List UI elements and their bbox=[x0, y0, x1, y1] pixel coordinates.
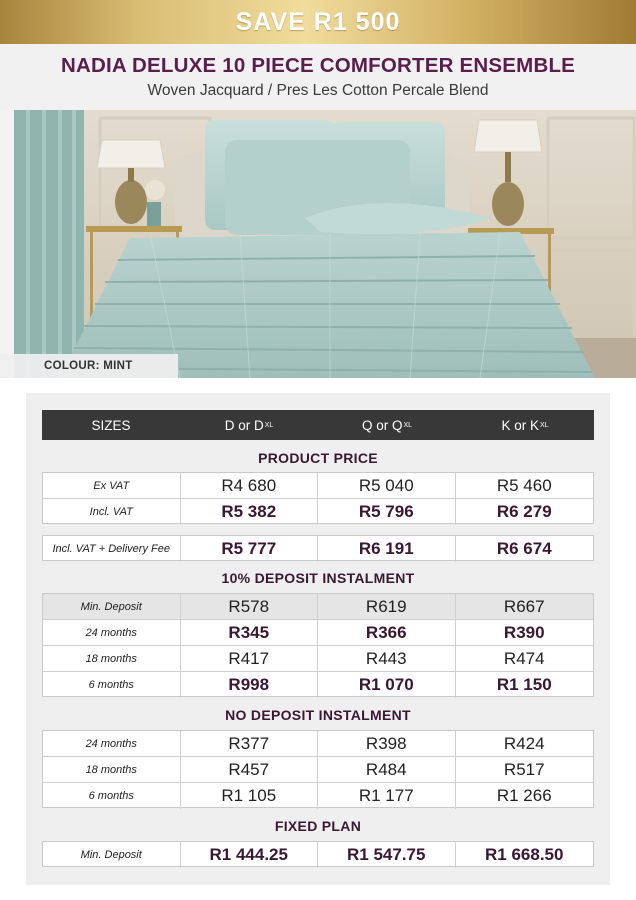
product-photo bbox=[0, 110, 636, 378]
price-cell: R998 bbox=[181, 672, 319, 698]
row-label: Min. Deposit bbox=[43, 594, 181, 619]
price-cell: R1 070 bbox=[318, 672, 456, 698]
table-row bbox=[43, 499, 593, 525]
price-cell: R366 bbox=[318, 620, 456, 645]
size-double-sup: XL bbox=[264, 421, 274, 429]
sizes-header: SIZES bbox=[91, 417, 131, 433]
row-label: 6 months bbox=[43, 783, 181, 809]
price-cell: R517 bbox=[503, 759, 545, 779]
price-cell: R5 796 bbox=[318, 499, 456, 525]
price-cell: R474 bbox=[503, 648, 545, 668]
table-row bbox=[43, 620, 593, 646]
size-queen-label: Q or Q bbox=[361, 417, 403, 433]
size-queen-sup: XL bbox=[403, 421, 413, 429]
price-cell: R5 777 bbox=[181, 536, 319, 562]
table-row bbox=[43, 757, 593, 783]
price-cell: R6 191 bbox=[318, 536, 456, 562]
price-cell: R578 bbox=[181, 594, 319, 619]
price-cell: R424 bbox=[503, 733, 545, 753]
price-cell: R377 bbox=[181, 731, 319, 756]
product-price-block bbox=[42, 472, 594, 524]
product-subtitle: Woven Jacquard / Pres Les Cotton Percale Blend bbox=[147, 82, 489, 99]
no-deposit-instalment-block bbox=[42, 730, 594, 808]
price-cell: R5 460 bbox=[496, 475, 552, 495]
section-title-product-price: PRODUCT PRICE bbox=[258, 450, 378, 466]
table-row bbox=[43, 646, 593, 672]
colour-label: COLOUR: MINT bbox=[0, 354, 178, 378]
size-king-header bbox=[456, 410, 594, 440]
delivery-price-block bbox=[42, 535, 594, 561]
price-cell: R1 150 bbox=[496, 675, 552, 694]
row-label: 6 months bbox=[43, 672, 181, 698]
price-cell: R667 bbox=[456, 594, 594, 619]
save-banner bbox=[0, 0, 636, 44]
price-cell: R1 668.50 bbox=[485, 845, 564, 864]
table-row bbox=[43, 536, 593, 562]
price-cell: R398 bbox=[318, 731, 456, 756]
table-row bbox=[43, 842, 593, 868]
price-cell: R6 674 bbox=[496, 539, 552, 558]
size-king-label: K or K bbox=[501, 417, 539, 433]
price-cell: R5 040 bbox=[318, 473, 456, 498]
section-title-deposit-instalment: 10% DEPOSIT INSTALMENT bbox=[221, 570, 415, 586]
bedroom-illustration bbox=[0, 110, 636, 378]
price-cell: R5 382 bbox=[181, 499, 319, 525]
sizes-header-row bbox=[42, 410, 594, 440]
fixed-plan-block bbox=[42, 841, 594, 867]
product-title: NADIA DELUXE 10 PIECE COMFORTER ENSEMBLE bbox=[60, 54, 576, 77]
deposit-instalment-block bbox=[42, 593, 594, 697]
row-label: 24 months bbox=[43, 731, 181, 756]
table-row bbox=[43, 473, 593, 499]
section-title-no-deposit-instalment: NO DEPOSIT INSTALMENT bbox=[225, 707, 411, 723]
row-label: Incl. VAT bbox=[43, 499, 181, 525]
price-cell: R345 bbox=[181, 620, 319, 645]
price-cell: R1 547.75 bbox=[318, 842, 456, 868]
save-banner-text: SAVE R1 500 bbox=[235, 7, 401, 36]
price-cell: R457 bbox=[181, 757, 319, 782]
price-cell: R619 bbox=[318, 594, 456, 619]
price-cell: R6 279 bbox=[496, 502, 552, 521]
price-cell: R417 bbox=[181, 646, 319, 671]
size-double-label: D or D bbox=[224, 417, 264, 433]
section-title-fixed-plan: FIXED PLAN bbox=[274, 818, 362, 834]
price-cell: R1 105 bbox=[181, 783, 319, 809]
price-cell: R4 680 bbox=[181, 473, 319, 498]
table-row bbox=[43, 672, 593, 698]
table-row bbox=[43, 731, 593, 757]
size-queen-header bbox=[318, 410, 456, 440]
row-label: Ex VAT bbox=[43, 473, 181, 498]
price-cell: R484 bbox=[318, 757, 456, 782]
row-label: Incl. VAT + Delivery Fee bbox=[43, 536, 181, 562]
table-row bbox=[43, 783, 593, 809]
price-cell: R443 bbox=[318, 646, 456, 671]
price-cell: R1 444.25 bbox=[181, 842, 319, 868]
row-label: Min. Deposit bbox=[43, 842, 181, 868]
row-label: 24 months bbox=[43, 620, 181, 645]
size-king-sup: XL bbox=[539, 421, 549, 429]
size-double-header bbox=[180, 410, 318, 440]
price-cell: R390 bbox=[503, 622, 545, 642]
row-label: 18 months bbox=[43, 646, 181, 671]
row-label: 18 months bbox=[43, 757, 181, 782]
product-header bbox=[0, 44, 636, 110]
table-row bbox=[43, 594, 593, 620]
price-cell: R1 177 bbox=[318, 783, 456, 809]
price-cell: R1 266 bbox=[496, 786, 552, 805]
